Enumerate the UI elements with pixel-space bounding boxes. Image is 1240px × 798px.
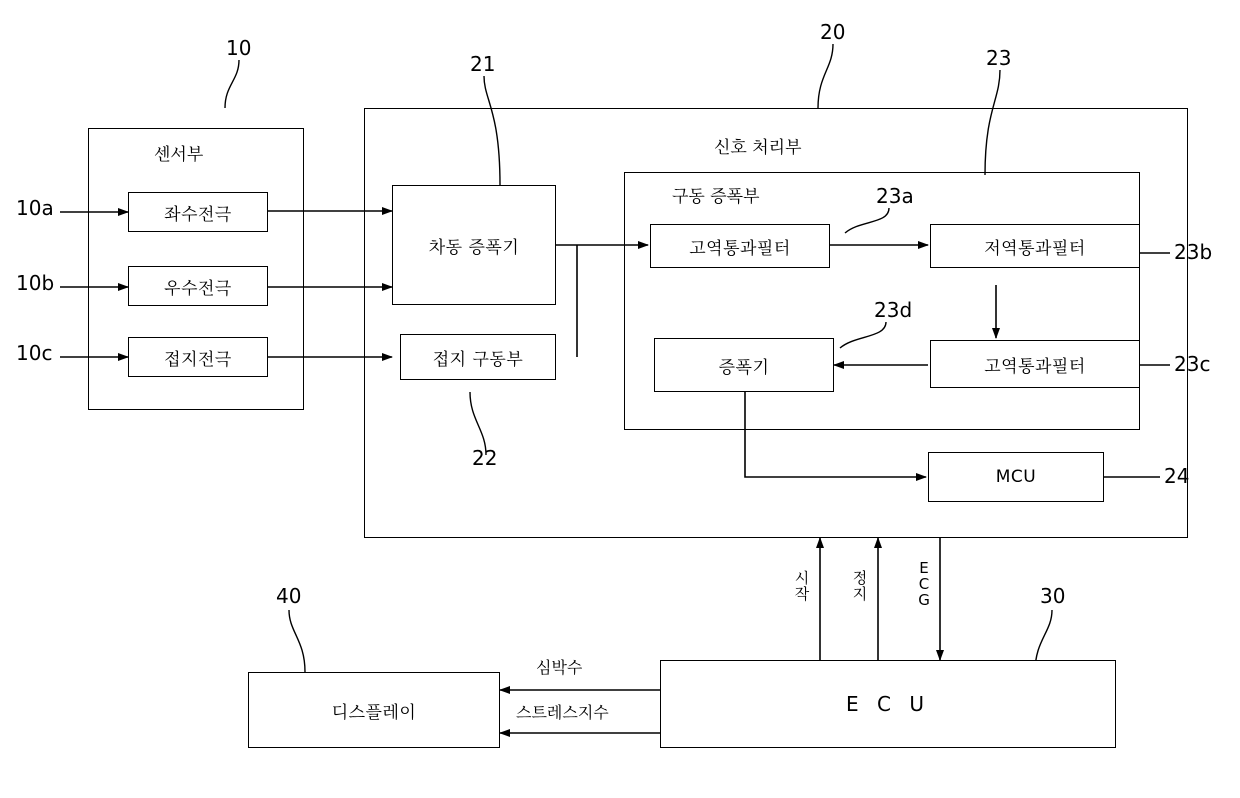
high-pass-filter-c-box: 고역통과필터 <box>930 340 1140 388</box>
ref-ecu: 30 <box>1040 584 1066 608</box>
edge-label-stop: 정 지 <box>852 569 868 603</box>
electrode-right-box: 우수전극 <box>128 266 268 306</box>
drive-amp-title: 구동 증폭부 <box>672 187 760 207</box>
ref-electrode-right: 10b <box>16 271 55 295</box>
ref-sensor-unit: 10 <box>226 36 252 60</box>
high-pass-filter-a-box: 고역통과필터 <box>650 224 830 268</box>
low-pass-filter-b-box: 저역통과필터 <box>930 224 1140 268</box>
sensor-unit-title: 센서부 <box>154 145 204 165</box>
display-box: 디스플레이 <box>248 672 500 748</box>
ref-high-pass-filter-c: 23c <box>1174 352 1211 376</box>
ref-differential-amp: 21 <box>470 52 496 76</box>
ecu-box <box>660 660 1116 748</box>
signal-processing-title: 신호 처리부 <box>714 138 802 158</box>
edge-label-heart-rate: 심박수 <box>536 658 583 677</box>
edge-label-ecg: E C G <box>918 559 930 609</box>
electrode-left-box: 좌수전극 <box>128 192 268 232</box>
mcu-box: MCU <box>928 452 1104 502</box>
electrode-ground-box: 접지전극 <box>128 337 268 377</box>
edge-label-start: 시 작 <box>794 569 810 603</box>
ref-display: 40 <box>276 584 302 608</box>
ref-amplifier-d: 23d <box>874 298 913 322</box>
ref-low-pass-filter-b: 23b <box>1174 240 1213 264</box>
ref-electrode-ground: 10c <box>16 341 53 365</box>
ref-mcu: 24 <box>1164 464 1190 488</box>
ref-ground-driver: 22 <box>472 446 498 470</box>
amplifier-d-box: 증폭기 <box>654 338 834 392</box>
ecu-label: E C U <box>846 692 930 716</box>
ground-driver-box: 접지 구동부 <box>400 334 556 380</box>
differential-amplifier-box: 차동 증폭기 <box>392 185 556 305</box>
ref-signal-processing: 20 <box>820 20 846 44</box>
ref-high-pass-filter-a: 23a <box>876 184 914 208</box>
ref-electrode-left: 10a <box>16 196 54 220</box>
ref-drive-amp: 23 <box>986 46 1012 70</box>
edge-label-stress-index: 스트레스지수 <box>516 703 609 722</box>
